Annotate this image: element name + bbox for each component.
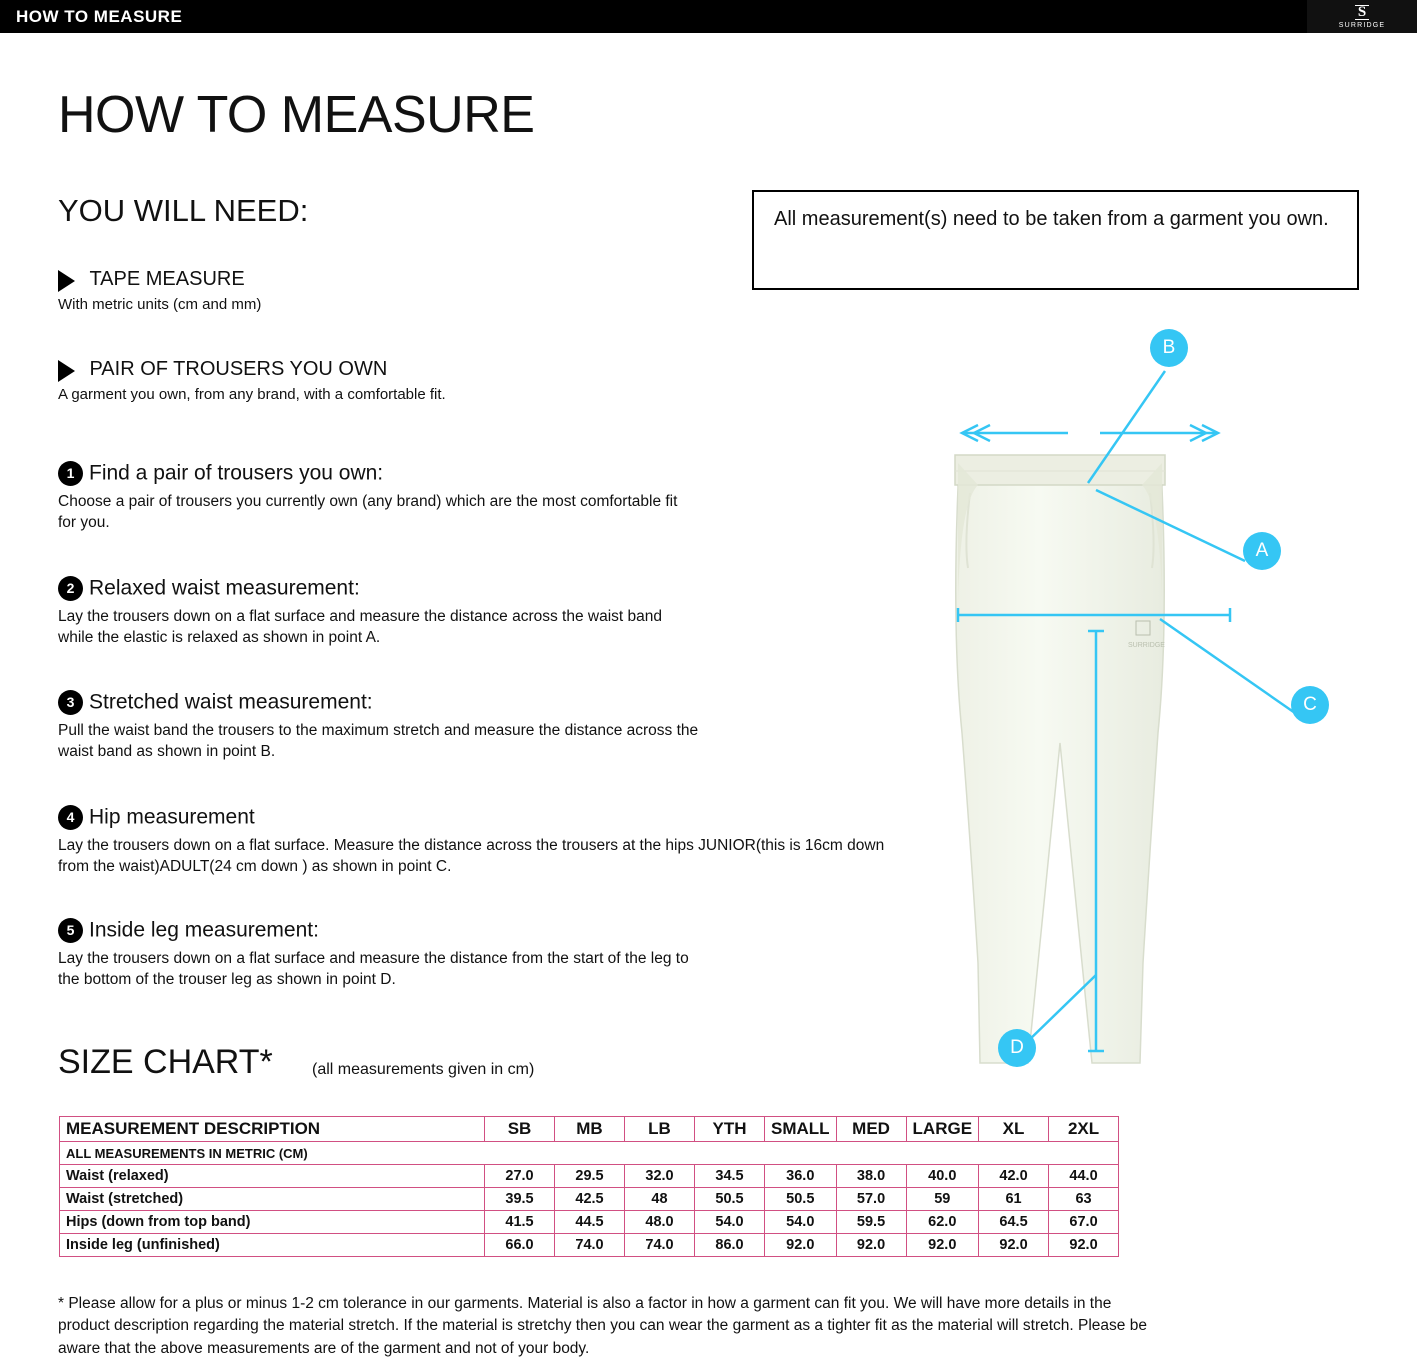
cell-value: 61 xyxy=(979,1188,1049,1211)
cell-value: 63 xyxy=(1049,1188,1119,1211)
diagram-label-c: C xyxy=(1291,686,1329,724)
top-bar xyxy=(0,0,1417,33)
cell-value: 38.0 xyxy=(836,1165,906,1188)
table-row xyxy=(60,1234,1119,1257)
brand-logo-text: SURRIDGE xyxy=(1338,21,1386,29)
step-number: 4 xyxy=(58,805,83,830)
brand-logo xyxy=(1307,0,1417,33)
step-3 xyxy=(58,690,708,763)
col-header-xl: XL xyxy=(979,1117,1049,1142)
col-header-med: MED xyxy=(836,1117,906,1142)
size-chart-title: SIZE CHART* xyxy=(58,1043,273,1081)
cell-value: 44.0 xyxy=(1049,1165,1119,1188)
need-item-sub: With metric units (cm and mm) xyxy=(58,295,262,313)
triangle-bullet-icon xyxy=(58,270,75,292)
step-body: Lay the trousers down on a flat surface and measure the distance across the waist band while the elastic is relaxed as shown in point A. xyxy=(58,608,662,646)
cell-value: 48.0 xyxy=(625,1211,695,1234)
step-title: Hip measurement xyxy=(89,805,255,829)
page-content xyxy=(0,33,1417,1359)
row-label: Waist (stretched) xyxy=(60,1188,485,1211)
cell-value: 92.0 xyxy=(1049,1234,1119,1257)
diagram-label-a: A xyxy=(1243,532,1281,570)
cell-value: 64.5 xyxy=(979,1211,1049,1234)
cell-value: 44.5 xyxy=(555,1211,625,1234)
step-body: Pull the waist band the trousers to the maximum stretch and measure the distance across the waist band as shown in point B. xyxy=(58,722,699,760)
cell-value: 36.0 xyxy=(765,1165,837,1188)
cell-value: 86.0 xyxy=(695,1234,765,1257)
step-2 xyxy=(58,576,698,649)
diagram-label-d: D xyxy=(998,1029,1036,1067)
cell-value: 92.0 xyxy=(836,1234,906,1257)
trousers-diagram xyxy=(900,303,1400,1093)
cell-value: 34.5 xyxy=(695,1165,765,1188)
need-item-tape-measure xyxy=(58,268,261,313)
you-will-need-heading: YOU WILL NEED: xyxy=(58,193,309,228)
need-item-title: PAIR OF TROUSERS YOU OWN xyxy=(89,358,388,380)
cell-value: 27.0 xyxy=(485,1165,555,1188)
cell-value: 50.5 xyxy=(765,1188,837,1211)
cell-value: 59.5 xyxy=(836,1211,906,1234)
size-chart-table xyxy=(59,1116,1119,1257)
step-number: 5 xyxy=(58,918,83,943)
step-4 xyxy=(58,805,918,878)
table-row xyxy=(60,1165,1119,1188)
col-header-description: MEASUREMENT DESCRIPTION xyxy=(60,1117,485,1142)
top-bar-title: HOW TO MEASURE xyxy=(16,6,183,26)
size-chart-note: (all measurements given in cm) xyxy=(312,1061,535,1078)
brand-logo-mark: S xyxy=(1355,5,1369,20)
cell-value: 42.0 xyxy=(979,1165,1049,1188)
need-item-trousers xyxy=(58,358,446,403)
measurement-note-box: All measurement(s) need to be taken from a garment you own. xyxy=(752,190,1359,290)
col-header-yth: YTH xyxy=(695,1117,765,1142)
trousers-body xyxy=(956,463,1165,1063)
triangle-bullet-icon xyxy=(58,360,75,382)
waistband xyxy=(955,455,1165,485)
cell-value: 29.5 xyxy=(555,1165,625,1188)
step-body: Choose a pair of trousers you currently own (any brand) which are the most comfortable fit for you. xyxy=(58,493,678,531)
cell-value: 40.0 xyxy=(906,1165,979,1188)
cell-value: 42.5 xyxy=(555,1188,625,1211)
cell-value: 62.0 xyxy=(906,1211,979,1234)
cell-value: 39.5 xyxy=(485,1188,555,1211)
cell-value: 57.0 xyxy=(836,1188,906,1211)
cell-value: 54.0 xyxy=(765,1211,837,1234)
table-row xyxy=(60,1211,1119,1234)
cell-value: 54.0 xyxy=(695,1211,765,1234)
step-1 xyxy=(58,461,698,534)
table-subheader-label: ALL MEASUREMENTS IN METRIC (CM) xyxy=(60,1142,1119,1165)
step-title: Find a pair of trousers you own: xyxy=(89,461,384,485)
step-title: Stretched waist measurement: xyxy=(89,690,373,714)
col-header-mb: MB xyxy=(555,1117,625,1142)
col-header-2xl: 2XL xyxy=(1049,1117,1119,1142)
cell-value: 92.0 xyxy=(906,1234,979,1257)
step-title: Inside leg measurement: xyxy=(89,918,319,942)
need-item-title: TAPE MEASURE xyxy=(89,268,245,290)
row-label: Inside leg (unfinished) xyxy=(60,1234,485,1257)
cell-value: 92.0 xyxy=(765,1234,837,1257)
cell-value: 74.0 xyxy=(555,1234,625,1257)
row-label: Waist (relaxed) xyxy=(60,1165,485,1188)
col-header-sb: SB xyxy=(485,1117,555,1142)
step-5 xyxy=(58,918,708,991)
table-row xyxy=(60,1188,1119,1211)
cell-value: 59 xyxy=(906,1188,979,1211)
table-subheader-row xyxy=(60,1142,1119,1165)
need-item-sub: A garment you own, from any brand, with a comfortable fit. xyxy=(58,385,446,403)
row-label: Hips (down from top band) xyxy=(60,1211,485,1234)
step-number: 1 xyxy=(58,461,83,486)
svg-text:SURRIDGE: SURRIDGE xyxy=(1128,642,1165,649)
cell-value: 32.0 xyxy=(625,1165,695,1188)
diagram-label-b: B xyxy=(1150,329,1188,367)
footnote: * Please allow for a plus or minus 1-2 cm tolerance in our garments. Material is also a factor in how a garment can fit you. We will have more details in the product description regarding the material stretch. If the material is stretchy then you can wear the garment as a tighter fit as the material will stretch. Please be aware that the above measurements are of the garment and not of your body. xyxy=(58,1295,1147,1357)
page-title: HOW TO MEASURE xyxy=(58,86,535,144)
col-header-lb: LB xyxy=(625,1117,695,1142)
step-number: 3 xyxy=(58,690,83,715)
cell-value: 48 xyxy=(625,1188,695,1211)
step-body: Lay the trousers down on a flat surface and measure the distance from the start of the leg to the bottom of the trouser leg as shown in point D. xyxy=(58,950,689,988)
cell-value: 67.0 xyxy=(1049,1211,1119,1234)
cell-value: 74.0 xyxy=(625,1234,695,1257)
cell-value: 41.5 xyxy=(485,1211,555,1234)
step-body: Lay the trousers down on a flat surface. Measure the distance across the trousers at the hips JUNIOR(this is 16cm down from the waist)ADULT(24 cm down ) as shown in point C. xyxy=(58,837,885,875)
col-header-large: LARGE xyxy=(906,1117,979,1142)
cell-value: 50.5 xyxy=(695,1188,765,1211)
cell-value: 92.0 xyxy=(979,1234,1049,1257)
table-header-row xyxy=(60,1117,1119,1142)
step-title: Relaxed waist measurement: xyxy=(89,576,360,600)
step-number: 2 xyxy=(58,576,83,601)
cell-value: 66.0 xyxy=(485,1234,555,1257)
col-header-small: SMALL xyxy=(765,1117,837,1142)
